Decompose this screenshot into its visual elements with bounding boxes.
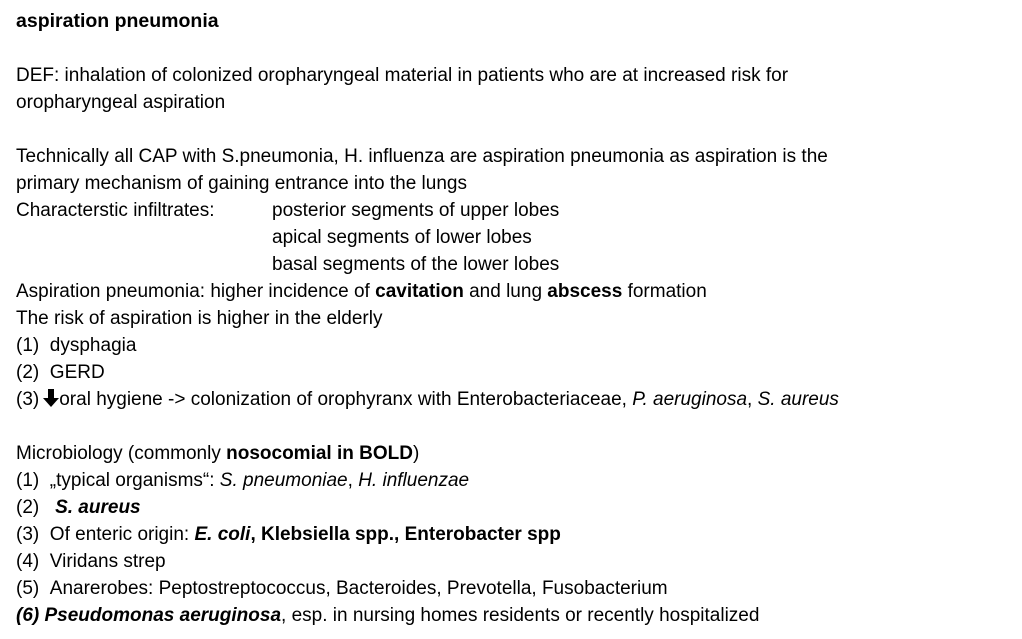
organism-enteric-rest: , Klebsiella spp., Enterobacter spp — [250, 524, 561, 545]
organism-p-aeruginosa: P. aeruginosa — [632, 389, 748, 410]
spacer — [16, 413, 1016, 440]
micro-item-2 — [16, 494, 1016, 521]
list-number: (3) — [16, 389, 40, 410]
micro-header-bold: nosocomial in BOLD — [226, 443, 413, 464]
micro-item-1 — [16, 467, 1016, 494]
list-number: (5) — [16, 578, 40, 599]
list-text: „typical organisms“: — [49, 470, 220, 491]
spacer — [16, 116, 1016, 143]
down-arrow-icon — [43, 388, 59, 406]
organism-s-aureus: S. aureus — [757, 389, 839, 410]
aspiration-middle: and lung — [463, 281, 548, 302]
cavitation-term: cavitation — [375, 281, 464, 302]
definition-line-2: oropharyngeal aspiration — [16, 92, 226, 113]
list-text: oral hygiene -> colonization of orophyranx with Enterobacteriaceae, — [59, 389, 633, 410]
infiltrate-item: apical segments of lower lobes — [272, 227, 532, 248]
document-page — [16, 8, 1016, 629]
list-number: (1) — [16, 335, 40, 356]
list-separator: , — [747, 389, 758, 410]
infiltrates-row-1 — [16, 197, 1016, 224]
infiltrate-item: posterior segments of upper lobes — [272, 200, 560, 221]
organism-s-aureus: S. aureus — [55, 497, 141, 518]
paragraph-line-1: Technically all CAP with S.pneumonia, H. influenza are aspiration pneumonia as aspiration is the — [16, 146, 828, 167]
list-number: (1) — [16, 470, 40, 491]
list-number: (2) — [16, 362, 40, 383]
aspiration-line — [16, 278, 1016, 305]
list-text: GERD — [49, 362, 105, 383]
list-text: dysphagia — [49, 335, 137, 356]
organism-h-influenzae: H. influenzae — [358, 470, 470, 491]
list-text: Anarerobes: Peptostreptococcus, Bacteroides, Prevotella, Fusobacterium — [49, 578, 668, 599]
micro-item-4 — [16, 548, 1016, 575]
list-text: Of enteric origin: — [49, 524, 195, 545]
paragraph-line-2: primary mechanism of gaining entrance into the lungs — [16, 173, 467, 194]
micro-item-5 — [16, 575, 1016, 602]
page-title: aspiration pneumonia — [16, 10, 219, 32]
risk-item-1 — [16, 332, 1016, 359]
definition-line-1: DEF: inhalation of colonized oropharyngeal material in patients who are at increased risk for — [16, 65, 789, 86]
micro-item-3 — [16, 521, 1016, 548]
infiltrates-row-3 — [16, 251, 1016, 278]
organism-e-coli: E. coli — [194, 524, 251, 545]
aspiration-prefix: Aspiration pneumonia: higher incidence of — [16, 281, 376, 302]
list-text: Viridans strep — [49, 551, 166, 572]
risk-item-2 — [16, 359, 1016, 386]
aspiration-suffix: formation — [622, 281, 707, 302]
list-number: (4) — [16, 551, 40, 572]
micro-header-prefix: Microbiology (commonly — [16, 443, 227, 464]
spacer — [16, 35, 1016, 62]
organism-pseudomonas: (6) Pseudomonas aeruginosa — [16, 605, 282, 626]
infiltrate-item: basal segments of the lower lobes — [272, 254, 560, 275]
micro-header-suffix: ) — [412, 443, 420, 464]
list-text: , esp. in nursing homes residents or recently hospitalized — [281, 605, 760, 626]
list-separator: , — [347, 470, 359, 491]
risk-header: The risk of aspiration is higher in the elderly — [16, 308, 383, 329]
list-number: (3) — [16, 524, 40, 545]
micro-header — [16, 440, 1016, 467]
organism-s-pneumoniae: S. pneumoniae — [219, 470, 348, 491]
list-number: (2) — [16, 497, 40, 518]
infiltrates-row-2 — [16, 224, 1016, 251]
infiltrates-label: Characterstic infiltrates: — [16, 200, 215, 221]
abscess-term: abscess — [547, 281, 623, 302]
risk-item-3 — [16, 386, 1016, 413]
micro-item-6 — [16, 602, 1016, 629]
